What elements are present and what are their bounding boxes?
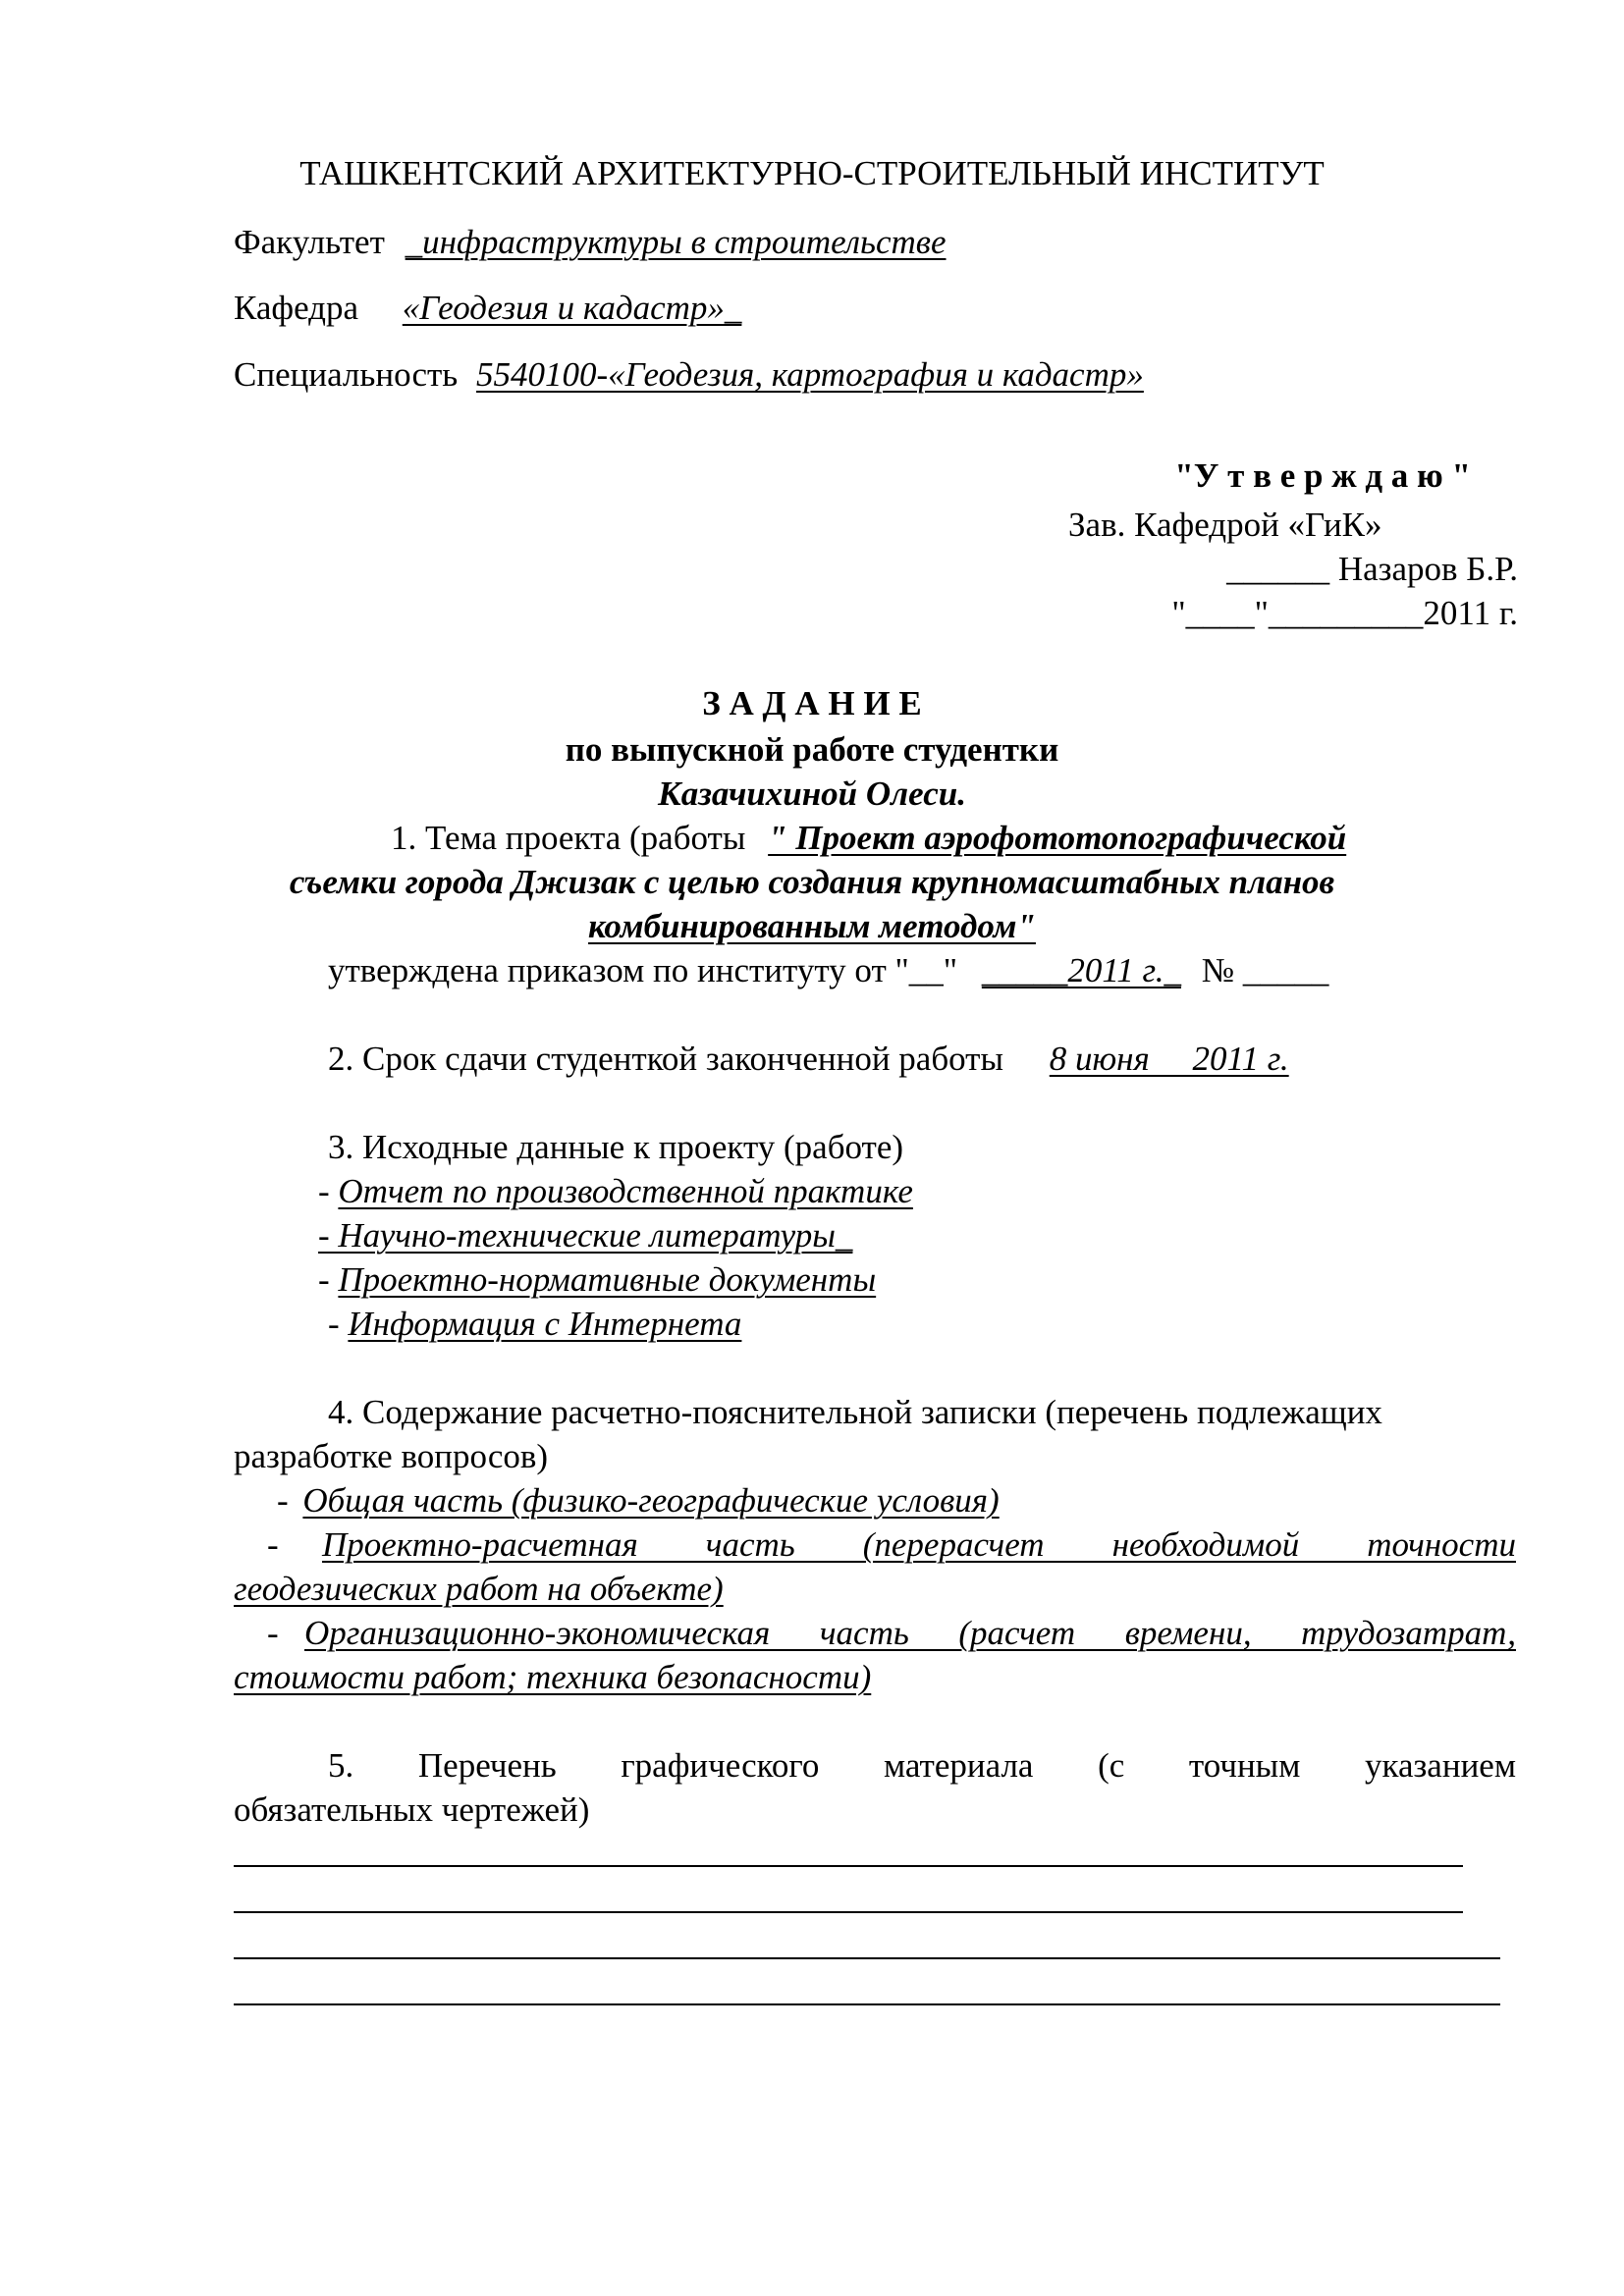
item4-part2-dash: - bbox=[267, 1525, 279, 1564]
item1-order-line bbox=[328, 949, 1328, 992]
approval-date-line: "____"_________2011 г. bbox=[1171, 594, 1518, 632]
item4-label-line2: разработке вопросов) bbox=[234, 1437, 549, 1475]
item4-part3-line2: стоимости работ; техника безопасности) bbox=[234, 1658, 872, 1696]
task-title: З А Д А Н И Е bbox=[702, 684, 922, 722]
student-name: Казачихиной Олеси. bbox=[658, 774, 966, 813]
blank-line-4 bbox=[234, 2003, 1500, 2005]
department-line bbox=[234, 287, 741, 330]
item1-order-year: _____2011 г._ bbox=[981, 951, 1181, 989]
item3-source-3 bbox=[318, 1258, 876, 1302]
item1-topic-line2: съемки города Джизак с целью создания крупномасштабных планов bbox=[289, 863, 1335, 901]
item1-topic-line1: " Проект аэрофототопографической bbox=[768, 819, 1347, 857]
item3-source-3-dash: - bbox=[318, 1260, 339, 1299]
item3-source-4-text: Информация с Интернета bbox=[348, 1305, 742, 1343]
approve-heading: "У т в е р ж д а ю " bbox=[1174, 456, 1471, 495]
faculty-label: Факультет bbox=[234, 223, 385, 261]
item4-part3-dash: - bbox=[267, 1614, 279, 1652]
blank-line-2 bbox=[234, 1911, 1463, 1913]
institute-name: ТАШКЕНТСКИЙ АРХИТЕКТУРНО-СТРОИТЕЛЬНЫЙ ИНСТИТУТ bbox=[299, 154, 1325, 192]
item3-source-2-text: - Научно-технические литературы_ bbox=[318, 1216, 853, 1255]
item3-source-1-text: Отчет по производственной практике bbox=[338, 1172, 913, 1210]
item3-label: 3. Исходные данные к проекту (работе) bbox=[328, 1128, 904, 1166]
faculty-value: _инфраструктуры в строительстве bbox=[405, 223, 947, 261]
item4-label-line1: 4. Содержание расчетно-пояснительной записки (перечень подлежащих bbox=[328, 1393, 1382, 1431]
item2-line bbox=[328, 1038, 1289, 1081]
specialty-value: 5540100-«Геодезия, картография и кадастр» bbox=[476, 355, 1144, 394]
item3-source-4 bbox=[328, 1303, 741, 1346]
specialty-line bbox=[234, 353, 1144, 397]
task-subtitle: по выпускной работе студентки bbox=[565, 730, 1059, 769]
item4-part2-line2: геодезических работ на объекте) bbox=[234, 1570, 724, 1608]
item1-line1 bbox=[391, 817, 1346, 860]
item3-source-4-dash: - bbox=[328, 1305, 349, 1343]
item1-order-number: № _____ bbox=[1201, 951, 1329, 989]
item3-source-2 bbox=[318, 1214, 852, 1257]
item3-source-1-dash: - bbox=[318, 1172, 339, 1210]
item3-source-3-text: Проектно-нормативные документы bbox=[338, 1260, 877, 1299]
item4-part1 bbox=[277, 1479, 1000, 1522]
item1-topic-line3-text: комбинированным методом" bbox=[588, 907, 1036, 945]
item5-label-line2: обязательных чертежей) bbox=[234, 1790, 590, 1829]
item2-label: 2. Срок сдачи студенткой законченной работы bbox=[328, 1040, 1003, 1078]
head-of-department: Зав. Кафедрой «ГиК» bbox=[1068, 506, 1382, 544]
department-value: «Геодезия и кадастр»_ bbox=[402, 289, 742, 327]
signature-line: ______ Назаров Б.Р. bbox=[1226, 550, 1518, 588]
faculty-line bbox=[234, 221, 947, 264]
item3-source-1 bbox=[318, 1170, 913, 1213]
item4-part1-dash: - bbox=[277, 1481, 289, 1520]
item1-topic-line3 bbox=[0, 905, 1624, 948]
item2-deadline: 8 июня 2011 г. bbox=[1049, 1040, 1289, 1078]
item1-order-text: утверждена приказом по институту от "__" bbox=[328, 951, 958, 989]
item4-part2-line1: Проектно-расчетная часть (перерасчет необходимой точности bbox=[322, 1525, 1516, 1564]
specialty-label: Специальность bbox=[234, 355, 459, 394]
item4-part1-text: Общая часть (физико-географические условия) bbox=[302, 1481, 1000, 1520]
department-label: Кафедра bbox=[234, 289, 359, 327]
item4-part3-line1: Организационно-экономическая часть (расчет времени, трудозатрат, bbox=[304, 1614, 1516, 1652]
blank-line-3 bbox=[234, 1957, 1500, 1959]
item1-label: 1. Тема проекта (работы bbox=[391, 819, 746, 857]
item5-label-line1: 5. Перечень графического материала (с точным указанием bbox=[328, 1746, 1516, 1785]
blank-line-1 bbox=[234, 1865, 1463, 1867]
